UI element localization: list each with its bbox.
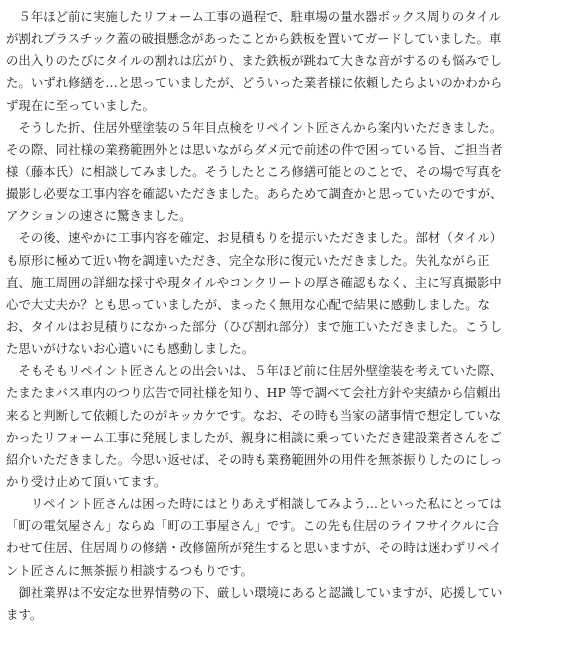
text-line: の出入りのたびにタイルの割れは広がり、また鉄板が跳ねて大きな音がするのも悩みでし (6, 53, 502, 69)
paragraph-2 (6, 117, 582, 228)
text-line: た。いずれ修繕を…と思っていましたが、どういった業者様に依頼したらよいのかわから (6, 75, 503, 91)
text-line: 「町の電気屋さん」ならぬ「町の工事屋さん」です。この先も住居のライフサイクルに合 (6, 518, 500, 534)
text-line: ント匠さんに無茶振り相談するつもりです。 (6, 562, 254, 578)
text-line: その後、速やかに工事内容を確定、お見積もりを提示いただきました。部材（タイル） (6, 230, 503, 246)
text-line: も原形に極めて近い物を調達いただき、完全な形に復元いただきました。失礼ながら正 (6, 252, 490, 268)
paragraph-1 (6, 6, 582, 117)
text-line: が割れプラスチック蓋の破損懸念があったことから鉄板を置いてガードしていました。車 (6, 31, 502, 47)
text-line: アクションの速さに驚きました。 (6, 208, 192, 224)
letter-document (6, 6, 582, 626)
text-line: 来ると判断して依頼したのがキッカケです。なお、その時も当家の諸事情で想定していな (6, 407, 502, 423)
text-line: ５年ほど前に実施したリフォーム工事の過程で、駐車場の量水器ボックス周りのタイル (6, 9, 502, 24)
text-line: 撮影し必要な工事内容を確認いただきました。あらためて調査かと思っていたのですが、 (6, 186, 503, 202)
paragraph-4 (6, 360, 582, 493)
text-line: 心で大丈夫か？とも思っていましたが、まったく無用な心配で結果に感動しました。な (6, 296, 491, 312)
paragraph-6 (6, 582, 582, 626)
text-line: そもそもリペイント匠さんとの出会いは、５年ほど前に住居外壁塗装を考えていた際、 (6, 363, 503, 379)
text-line: 紹介いただきました。今思い返せば、その時も業務範囲外の用件を無茶振りしたのにしっ (6, 451, 503, 467)
text-line: そうした折、住居外壁塗装の５年目点検をリペイント匠さんから案内いただきました。 (6, 119, 503, 135)
text-line: お、タイルはお見積りになかった部分（ひび割れ部分）まで施工いただきました。こうし (6, 318, 503, 334)
paragraph-3 (6, 227, 582, 360)
text-line: 直、施工周囲の詳細な採寸や現タイルやコンクリートの厚さ確認もなく、主に写真撮影中 (6, 274, 502, 290)
text-line: 御社業界は不安定な世界情勢の下、厳しい環境にあると認識していますが、応援してい (6, 584, 503, 600)
text-line: リペイント匠さんは困った時にはとりあえず相談してみよう…といった私にとっては (6, 496, 502, 512)
text-line: ず現在に至っていました。 (6, 97, 155, 113)
text-line: かり受け止めて頂いてます。 (6, 473, 167, 489)
text-line: た思いがけないお心遣いにも感動しました。 (6, 341, 255, 357)
text-line: 様（藤本氏）に相談してみました。そうしたところ修繕可能とのことで、その場で写真を (6, 163, 503, 179)
text-line: わせて住居、住居周りの修繕・改修箇所が発生すると思いますが、その時は迷わずリペイ (6, 540, 502, 556)
paragraph-5 (6, 493, 582, 582)
text-line: その際、同社様の業務範囲外とは思いながらダメ元で前述の件で困っている旨、ご担当者 (6, 141, 503, 157)
text-line: かったリフォーム工事に発展しましたが、親身に相談に乗っていただき建設業者さんをご (6, 429, 502, 445)
text-line: ます。 (6, 606, 43, 622)
text-line: たまたまバス車内のつり広告で同社様を知り、HP 等で調べて会社方針や実績から信頼出 (6, 385, 501, 401)
